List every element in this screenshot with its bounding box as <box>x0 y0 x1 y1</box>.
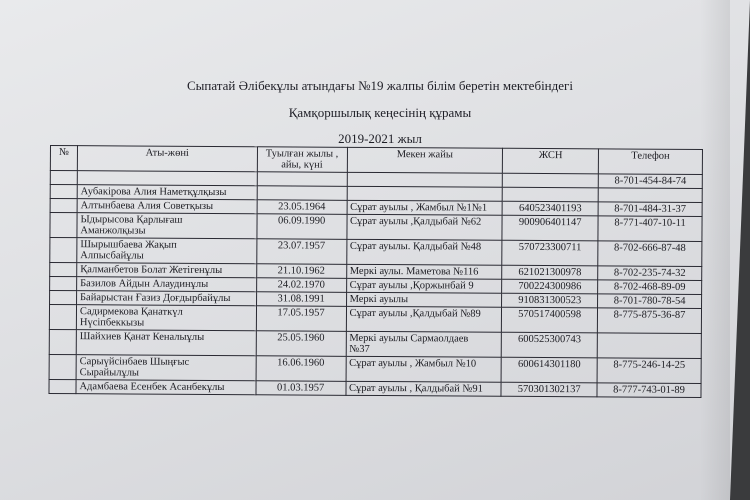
row-phone-cell: 8-701-454-84-74 <box>598 174 702 189</box>
row-birthdate-cell: 01.03.1957 <box>256 381 346 396</box>
header-phone: Телефон <box>598 149 702 175</box>
row-number-cell <box>50 277 77 291</box>
row-number-cell <box>50 199 77 213</box>
row-phone-cell: 8-701-780-78-54 <box>598 294 702 309</box>
row-jsn-cell: 621021300978 <box>502 265 598 280</box>
row-address-cell: Сұрат ауылы ,Қалдыбай №62 <box>346 214 502 240</box>
row-birthdate-cell: 21.10.1962 <box>256 264 346 279</box>
row-address-cell: Сұрат ауылы , Қалдыбай №91 <box>345 381 501 396</box>
row-birthdate-cell: 16.06.1960 <box>256 356 346 382</box>
row-phone-cell: 8-775-875-36-87 <box>598 308 702 334</box>
row-number-cell <box>49 354 76 379</box>
row-name-cell: Шырышбаева Жақып Алпысбайұлы <box>77 238 257 264</box>
row-number-cell <box>50 171 77 185</box>
row-phone-cell: 8-777-743-01-89 <box>597 383 701 398</box>
row-address-cell: Сұрат ауылы. Қалдыбай №48 <box>346 239 502 265</box>
row-name-cell: Ыдырысова Қарлығаш Аманжолқызы <box>77 213 257 239</box>
row-jsn-cell <box>502 173 598 188</box>
row-address-cell: Сұрат ауылы ,Қалдыбай №89 <box>346 306 502 332</box>
row-number-cell <box>49 305 76 330</box>
row-jsn-cell: 570723300711 <box>502 240 598 266</box>
row-number-cell <box>50 213 77 238</box>
row-number-cell <box>49 329 76 354</box>
header-jsn: ЖСН <box>503 148 599 174</box>
row-jsn-cell: 640523401193 <box>502 201 598 216</box>
row-name-cell: Базилов Айдын Алаудинұлы <box>77 277 257 292</box>
row-jsn-cell: 600525300743 <box>501 332 597 358</box>
row-name-cell: Сарыүйсінбаев Шыңғыс Сырайылұлы <box>76 355 256 381</box>
row-address-cell: Меркі аулы. Маметова №116 <box>346 264 502 279</box>
row-phone-cell: 8-702-468-89-09 <box>598 280 702 295</box>
row-address-cell: Сұрат ауылы , Жамбыл №10 <box>346 356 502 382</box>
row-number-cell <box>50 291 77 305</box>
row-number-cell <box>49 379 76 393</box>
row-jsn-cell <box>502 187 598 202</box>
row-name-cell: Қалманбетов Болат Жетігенұлы <box>77 263 257 278</box>
row-address-cell: Меркі ауылы <box>346 292 502 307</box>
row-phone-cell: 8-771-407-10-11 <box>598 216 702 242</box>
row-name-cell <box>77 171 257 186</box>
row-address-cell <box>347 172 503 187</box>
row-birthdate-cell: 24.02.1970 <box>256 278 346 293</box>
row-jsn-cell: 700224300986 <box>502 279 598 294</box>
header-address: Мекен жайы <box>347 147 503 173</box>
row-birthdate-cell: 23.07.1957 <box>256 239 346 265</box>
row-address-cell: Сұрат ауылы , Жамбыл №1№1 <box>347 200 503 215</box>
header-name: Аты-жөні <box>77 146 257 172</box>
document-title-line1: Сыпатай Әлібекұлы атындағы №19 жалпы білім беретін мектебіндегі <box>187 78 573 93</box>
row-number-cell <box>50 238 77 263</box>
row-phone-cell: 8-775-246-14-25 <box>597 358 701 384</box>
row-name-cell: Садирмекова Қанаткүл Нүсіпбеккызы <box>76 305 256 331</box>
row-birthdate-cell <box>257 186 347 201</box>
row-birthdate-cell: 23.05.1964 <box>257 200 347 215</box>
row-number-cell <box>50 185 77 199</box>
row-name-cell: Алтынбаева Алия Советқызы <box>77 199 257 214</box>
row-phone-cell <box>597 333 701 359</box>
row-phone-cell: 8-702-235-74-32 <box>598 266 702 281</box>
row-number-cell <box>50 263 77 277</box>
row-address-cell: Меркі ауылы Сармаолдаев №37 <box>346 331 502 357</box>
row-jsn-cell: 900906401147 <box>502 215 598 241</box>
row-jsn-cell: 910831300523 <box>502 293 598 308</box>
row-birthdate-cell: 25.05.1960 <box>256 331 346 357</box>
row-phone-cell <box>598 188 702 203</box>
row-birthdate-cell: 31.08.1991 <box>256 292 346 307</box>
row-jsn-cell: 570517400598 <box>502 307 598 333</box>
row-name-cell: Адамбаева Есенбек Асанбекұлы <box>76 380 256 395</box>
header-number: № <box>50 146 77 171</box>
row-birthdate-cell <box>257 172 347 187</box>
row-jsn-cell: 570301302137 <box>501 382 597 397</box>
row-phone-cell: 8-701-484-31-37 <box>598 202 702 217</box>
members-table <box>48 145 703 398</box>
row-phone-cell: 8-702-666-87-48 <box>598 241 702 267</box>
document-title-line2: Қамқоршылық кеңесінің құрамы <box>288 105 472 120</box>
document-title-years: 2019-2021 жыл <box>338 131 422 146</box>
header-birthdate: Туылған жылы , айы, күні <box>257 147 347 173</box>
row-name-cell: Шайхиев Қанат Кеналыұлы <box>76 330 256 356</box>
page-shadow <box>700 0 730 500</box>
row-jsn-cell: 600614301180 <box>501 357 597 383</box>
row-name-cell: Байарыстан Ғазиз Доғдырбайұлы <box>76 291 256 306</box>
row-address-cell <box>347 186 503 201</box>
row-name-cell: Аубакірова Алия Наметқұлқызы <box>77 185 257 200</box>
row-address-cell: Сұрат ауылы ,Қоржынбай 9 <box>346 278 502 293</box>
row-birthdate-cell: 17.05.1957 <box>256 306 346 332</box>
row-birthdate-cell: 06.09.1990 <box>257 214 347 240</box>
